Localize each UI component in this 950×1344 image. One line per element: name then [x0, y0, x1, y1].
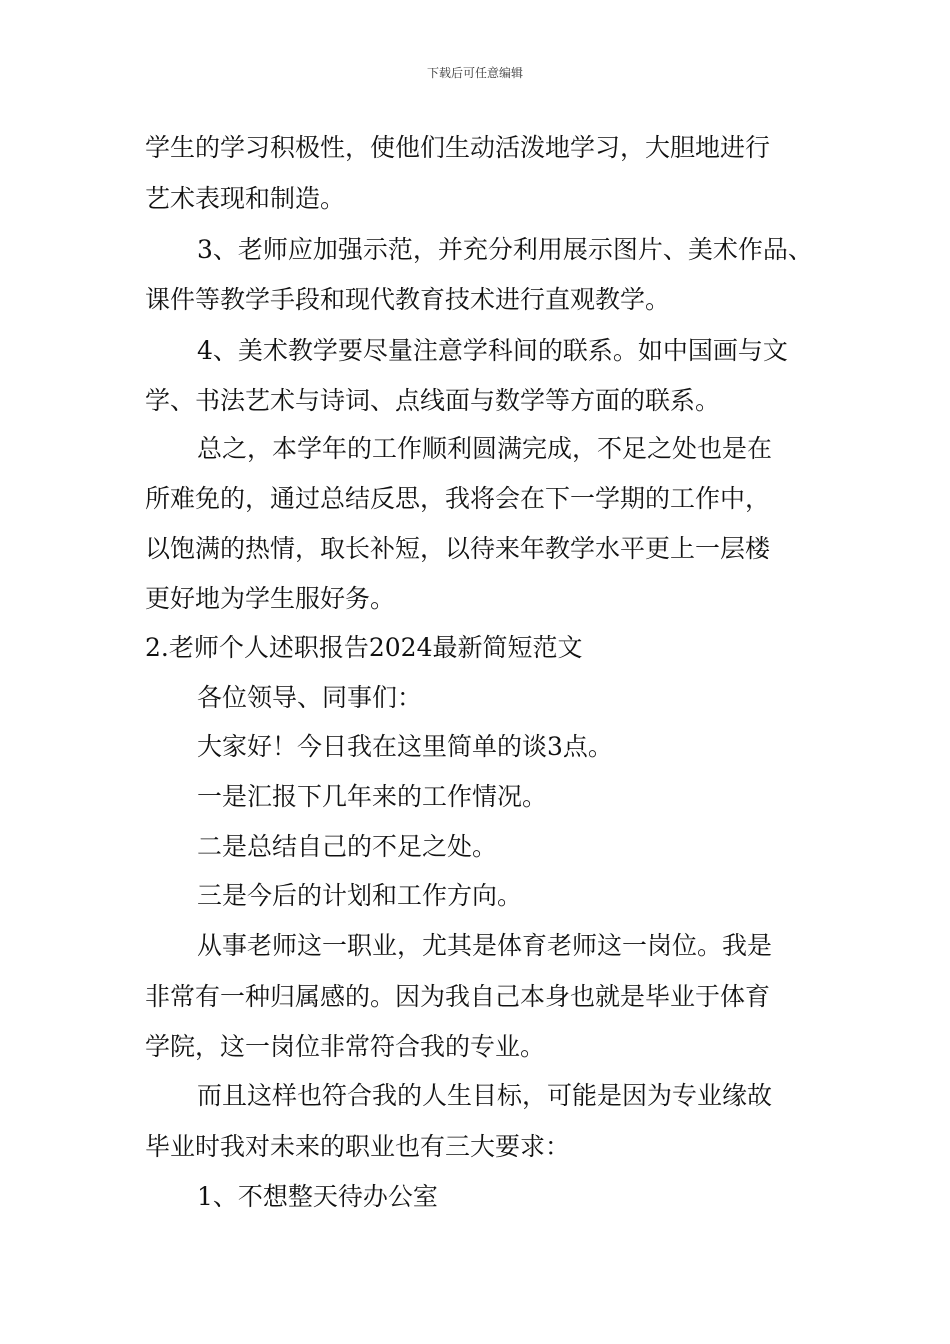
section-heading: 2.老师个人述职报告2024最新简短范文 — [145, 633, 583, 662]
body-text-line: 大家好！今日我在这里简单的谈3点。 — [197, 732, 613, 761]
body-text-line: 学生的学习积极性，使他们生动活泼地学习，大胆地进行 — [145, 133, 771, 162]
body-text-line: 二是总结自己的不足之处。 — [197, 832, 498, 861]
body-text-line: 艺术表现和制造。 — [145, 184, 346, 213]
page-header: 下载后可任意编辑 — [426, 66, 523, 80]
body-text-line: 三是今后的计划和工作方向。 — [197, 881, 523, 910]
body-text-line: 3、老师应加强示范，并充分利用展示图片、美术作品、 — [197, 235, 813, 264]
body-text-line: 而且这样也符合我的人生目标，可能是因为专业缘故 — [197, 1081, 773, 1110]
body-text-line: 4、美术教学要尽量注意学科间的联系。如中国画与文 — [197, 336, 788, 365]
body-text-line: 更好地为学生服好务。 — [145, 584, 396, 613]
body-text-line: 一是汇报下几年来的工作情况。 — [197, 782, 548, 811]
body-text-line: 非常有一种归属感的。因为我自己本身也就是毕业于体育 — [145, 982, 771, 1011]
body-text-line: 所难免的，通过总结反思，我将会在下一学期的工作中， — [145, 484, 771, 513]
body-text-line: 总之，本学年的工作顺利圆满完成，不足之处也是在 — [197, 434, 773, 463]
body-text-line: 课件等教学手段和现代教育技术进行直观教学。 — [145, 285, 671, 314]
body-text-line: 从事老师这一职业，尤其是体育老师这一岗位。我是 — [197, 931, 773, 960]
body-text-line: 毕业时我对未来的职业也有三大要求： — [145, 1132, 571, 1161]
body-text-line: 学、书法艺术与诗词、点线面与数学等方面的联系。 — [145, 386, 721, 415]
body-text-line: 学院，这一岗位非常符合我的专业。 — [145, 1032, 546, 1061]
body-text-line: 以饱满的热情，取长补短，以待来年教学水平更上一层楼 — [145, 534, 771, 563]
body-text-line: 1、不想整天待办公室 — [197, 1182, 438, 1211]
body-text-line: 各位领导、同事们： — [197, 683, 423, 712]
